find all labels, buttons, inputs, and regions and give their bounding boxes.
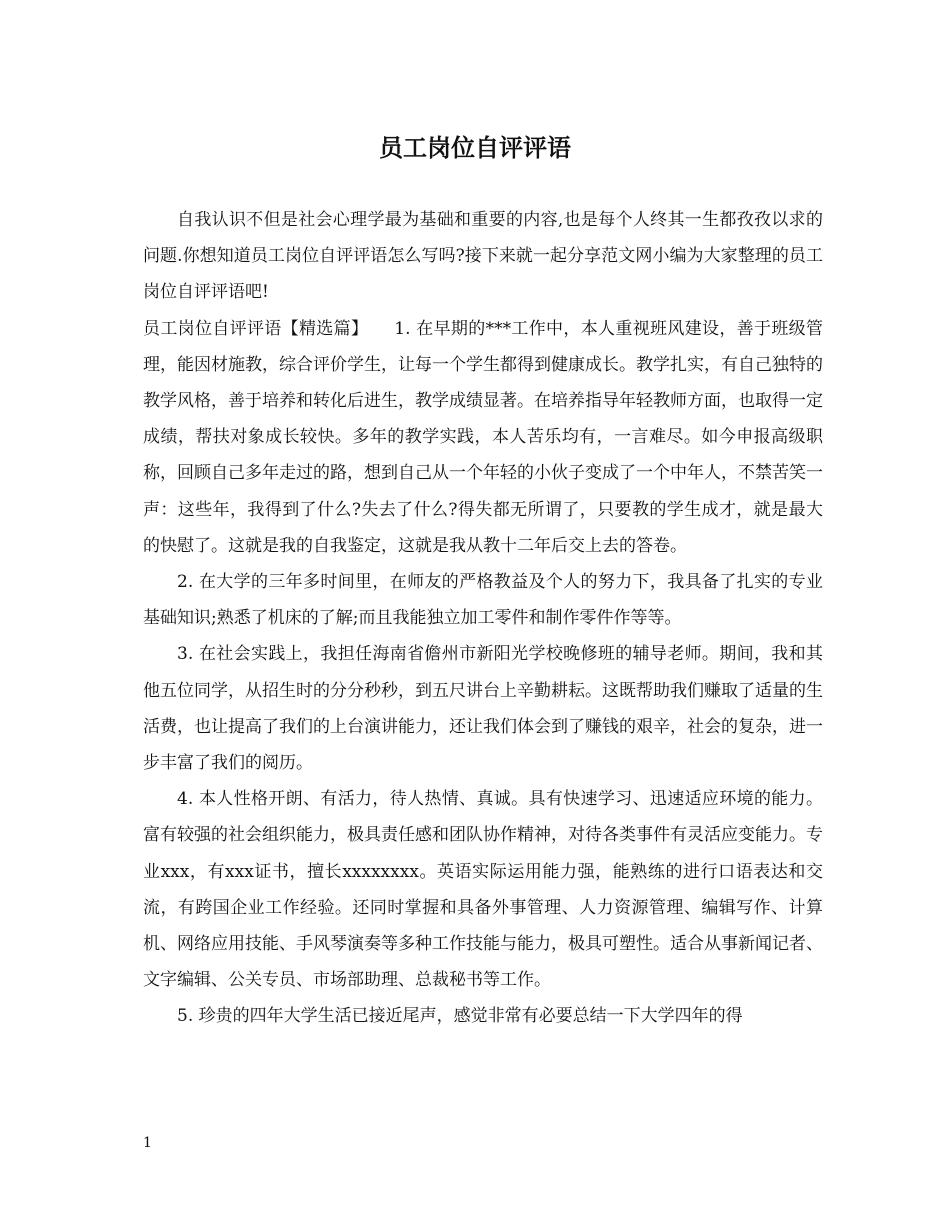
item-text-1: 1. 在早期的***工作中，本人重视班风建设，善于班级管理，能因材施教，综合评价学生，让每一个学生都得到健康成长。教学扎实，有自己独特的教学风格，善于培养和转化后进生，教学成绩显著。在培养指导年轻教师方面，也取得一定成绩，帮扶对象成长较快。多年的教学实践，本人苦乐均有，一言难尽。如今申报高级职称，回顾自己多年走过的路，想到自己从一个年轻的小伙子变成了一个中年人，不禁苦笑一声：这些年，我得到了什么?失去了什么?得失都无所谓了，只要教的学生成才，就是最大的快慰了。这就是我的自我鉴定，这就是我从教十二年后交上去的答卷。	[143, 318, 824, 556]
section-heading: 员工岗位自评评语【精选篇】	[143, 318, 369, 339]
intro-paragraph: 自我认识不但是社会心理学最为基础和重要的内容,也是每个人终其一生都孜孜以求的问题.你想知道员工岗位自评评语怎么写吗?接下来就一起分享范文网小编为大家整理的员工岗位自评评语吧!	[143, 210, 823, 303]
item-paragraph-2: 2. 在大学的三年多时间里，在师友的严格教益及个人的努力下，我具备了扎实的专业基础知识;熟悉了机床的了解;而且我能独立加工零件和制作零件作等等。	[143, 572, 823, 629]
item-paragraph-5: 5. 珍贵的四年大学生活已接近尾声，感觉非常有必要总结一下大学四年的得	[177, 1006, 743, 1027]
item-paragraph-3: 3. 在社会实践上，我担任海南省儋州市新阳光学校晚修班的辅导老师。期间，我和其他五位同学，从招生时的分分秒秒，到五尺讲台上辛勤耕耘。这既帮助我们赚取了适量的生活费，也让提高了我们的上台演讲能力，还让我们体会到了赚钱的艰辛，社会的复杂，进一步丰富了我们的阅历。	[143, 644, 823, 774]
item-paragraph-1	[143, 311, 823, 564]
page-number: 1	[143, 1135, 152, 1151]
item-paragraph-4: 4. 本人性格开朗、有活力，待人热情、真诚。具有快速学习、迅速适应环境的能力。富有较强的社会组织能力，极具责任感和团队协作精神，对待各类事件有灵活应变能力。专业xxx，有xxx证书，擅长xxxxxxxx。英语实际运用能力强，能熟练的进行口语表达和交流，有跨国企业工作经验。还同时掌握和具备外事管理、人力资源管理、编辑写作、计算机、网络应用技能、手风琴演奏等多种工作技能与能力，极具可塑性。适合从事新闻记者、文字编辑、公关专员、市场部助理、总裁秘书等工作。	[143, 789, 823, 991]
document-body	[143, 202, 823, 1035]
document-title: 员工岗位自评评语	[379, 133, 571, 162]
